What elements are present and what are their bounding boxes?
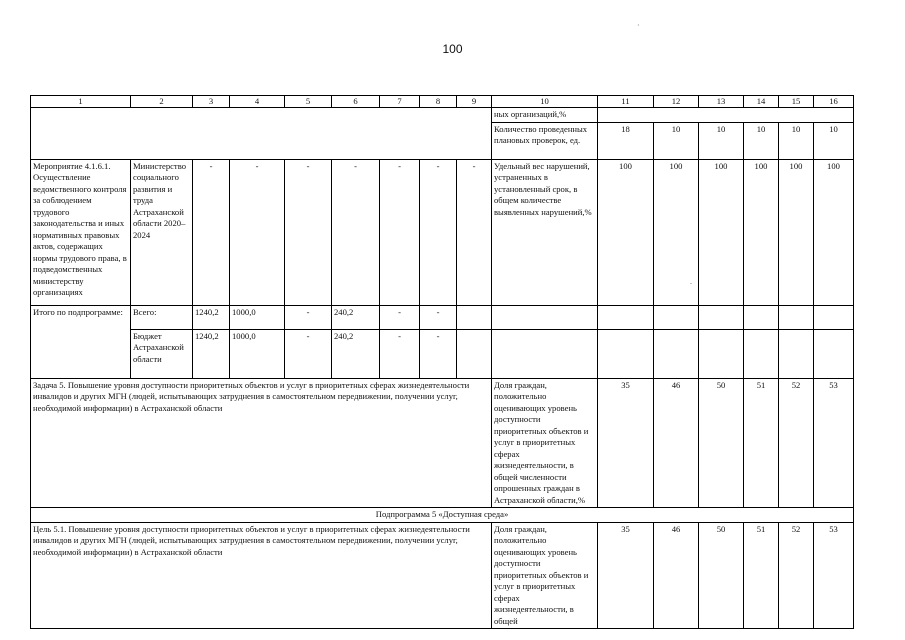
finance-cell: 1000,0 bbox=[230, 329, 285, 378]
finance-cell: 1240,2 bbox=[193, 305, 230, 329]
value-cell: 18 bbox=[598, 122, 654, 159]
finance-cell: - bbox=[193, 159, 230, 305]
finance-cell: - bbox=[285, 305, 332, 329]
value-cell: 51 bbox=[744, 378, 779, 508]
table-row bbox=[31, 378, 854, 508]
scan-mark: . bbox=[690, 277, 692, 286]
value-cell: 10 bbox=[779, 122, 814, 159]
column-number: 10 bbox=[492, 96, 598, 108]
indicator-cell: Доля граждан, положительно оценивающих уровень доступности приоритетных объектов и услуг в приоритетных сферах жизнедеятельности, в общей численности опрошенных граждан в Астраханской области,% bbox=[492, 378, 598, 508]
finance-cell: - bbox=[457, 159, 492, 305]
indicator-cell: Удельный вес нарушений, устраненных в установленный срок, в общем количестве выявленных нарушений,% bbox=[492, 159, 598, 305]
value-cell: 10 bbox=[699, 122, 744, 159]
subprogram-title: Подпрограмма 5 «Доступная среда» bbox=[31, 508, 854, 523]
table-row bbox=[31, 108, 854, 123]
table-header-row bbox=[31, 96, 854, 108]
table-row bbox=[31, 159, 854, 305]
executor-cell: Министерство социального развития и труда Астраханской области 2020–2024 bbox=[131, 159, 193, 305]
column-number: 7 bbox=[380, 96, 420, 108]
value-cell: 46 bbox=[654, 522, 699, 629]
empty-cell bbox=[598, 108, 854, 123]
finance-cell: 240,2 bbox=[332, 305, 380, 329]
finance-cell: - bbox=[230, 159, 285, 305]
value-cell: 52 bbox=[779, 522, 814, 629]
column-number: 2 bbox=[131, 96, 193, 108]
empty-cell bbox=[492, 329, 598, 378]
finance-cell: - bbox=[420, 159, 457, 305]
value-cell: 10 bbox=[814, 122, 854, 159]
empty-cell bbox=[654, 329, 699, 378]
finance-cell: - bbox=[285, 329, 332, 378]
value-cell: 50 bbox=[699, 522, 744, 629]
goal-text-cell: Цель 5.1. Повышение уровня доступности приоритетных объектов и услуг в приоритетных сферах жизнедеятельности инвалидов и других МГН (людей, испытывающих затруднения в самостоятельном передвижении, получении услуг, необходимой информации) в Астраханской области bbox=[31, 522, 492, 629]
value-cell: 35 bbox=[598, 378, 654, 508]
finance-cell: - bbox=[285, 159, 332, 305]
task-text-cell: Задача 5. Повышение уровня доступности приоритетных объектов и услуг в приоритетных сферах жизнедеятельности инвалидов и других МГН (людей, испытывающих затруднения в самостоятельном передвижении, получении услуг, необходимой информации) в Астраханской области bbox=[31, 378, 492, 508]
value-cell: 10 bbox=[744, 122, 779, 159]
finance-cell: - bbox=[420, 329, 457, 378]
empty-cell bbox=[598, 329, 654, 378]
empty-cell bbox=[779, 329, 814, 378]
source-cell: Бюджет Астраханской области bbox=[131, 329, 193, 378]
empty-cell bbox=[699, 305, 744, 329]
value-cell: 52 bbox=[779, 378, 814, 508]
indicator-cell: Количество проведенных плановых проверок, ед. bbox=[492, 122, 598, 159]
finance-cell bbox=[457, 329, 492, 378]
empty-cell bbox=[814, 305, 854, 329]
column-number: 1 bbox=[31, 96, 131, 108]
value-cell: 53 bbox=[814, 378, 854, 508]
empty-cell bbox=[814, 329, 854, 378]
measure-name-cell: Мероприятие 4.1.6.1. Осуществление ведомственного контроля за соблюдением трудового законодательства и иных нормативных правовых актов, содержащих нормы трудового права, в подведомственных министерству организациях bbox=[31, 159, 131, 305]
finance-cell: 240,2 bbox=[332, 329, 380, 378]
value-cell: 100 bbox=[814, 159, 854, 305]
indicator-cell: Доля граждан, положительно оценивающих уровень доступности приоритетных объектов и услуг в приоритетных сферах жизнедеятельности, в общей bbox=[492, 522, 598, 629]
value-cell: 100 bbox=[598, 159, 654, 305]
finance-cell: 1240,2 bbox=[193, 329, 230, 378]
empty-cell bbox=[744, 305, 779, 329]
finance-cell: - bbox=[380, 159, 420, 305]
value-cell: 100 bbox=[654, 159, 699, 305]
empty-cell bbox=[699, 329, 744, 378]
value-cell: 35 bbox=[598, 522, 654, 629]
column-number: 14 bbox=[744, 96, 779, 108]
table-row bbox=[31, 305, 854, 329]
value-cell: 100 bbox=[779, 159, 814, 305]
empty-cell bbox=[598, 305, 654, 329]
column-number: 12 bbox=[654, 96, 699, 108]
column-number: 13 bbox=[699, 96, 744, 108]
finance-cell: 1000,0 bbox=[230, 305, 285, 329]
finance-cell: - bbox=[332, 159, 380, 305]
finance-cell: - bbox=[380, 305, 420, 329]
empty-cell bbox=[779, 305, 814, 329]
column-number: 9 bbox=[457, 96, 492, 108]
value-cell: 50 bbox=[699, 378, 744, 508]
column-number: 6 bbox=[332, 96, 380, 108]
empty-cell bbox=[31, 108, 492, 160]
value-cell: 100 bbox=[699, 159, 744, 305]
total-label-cell: Итого по подпрограмме: bbox=[31, 305, 131, 378]
page-number: 100 bbox=[442, 42, 463, 56]
scan-mark: · bbox=[637, 21, 640, 30]
indicator-cell: ных организаций,% bbox=[492, 108, 598, 123]
finance-cell bbox=[457, 305, 492, 329]
table-row bbox=[31, 329, 854, 378]
empty-cell bbox=[492, 305, 598, 329]
finance-cell: - bbox=[420, 305, 457, 329]
column-number: 8 bbox=[420, 96, 457, 108]
empty-cell bbox=[654, 305, 699, 329]
empty-cell bbox=[744, 329, 779, 378]
column-number: 15 bbox=[779, 96, 814, 108]
value-cell: 53 bbox=[814, 522, 854, 629]
value-cell: 100 bbox=[744, 159, 779, 305]
table-row bbox=[31, 508, 854, 523]
column-number: 11 bbox=[598, 96, 654, 108]
table-row bbox=[31, 522, 854, 629]
finance-cell: - bbox=[380, 329, 420, 378]
value-cell: 46 bbox=[654, 378, 699, 508]
column-number: 16 bbox=[814, 96, 854, 108]
column-number: 3 bbox=[193, 96, 230, 108]
value-cell: 10 bbox=[654, 122, 699, 159]
value-cell: 51 bbox=[744, 522, 779, 629]
column-number: 4 bbox=[230, 96, 285, 108]
column-number: 5 bbox=[285, 96, 332, 108]
source-cell: Всего: bbox=[131, 305, 193, 329]
program-table bbox=[30, 95, 854, 629]
